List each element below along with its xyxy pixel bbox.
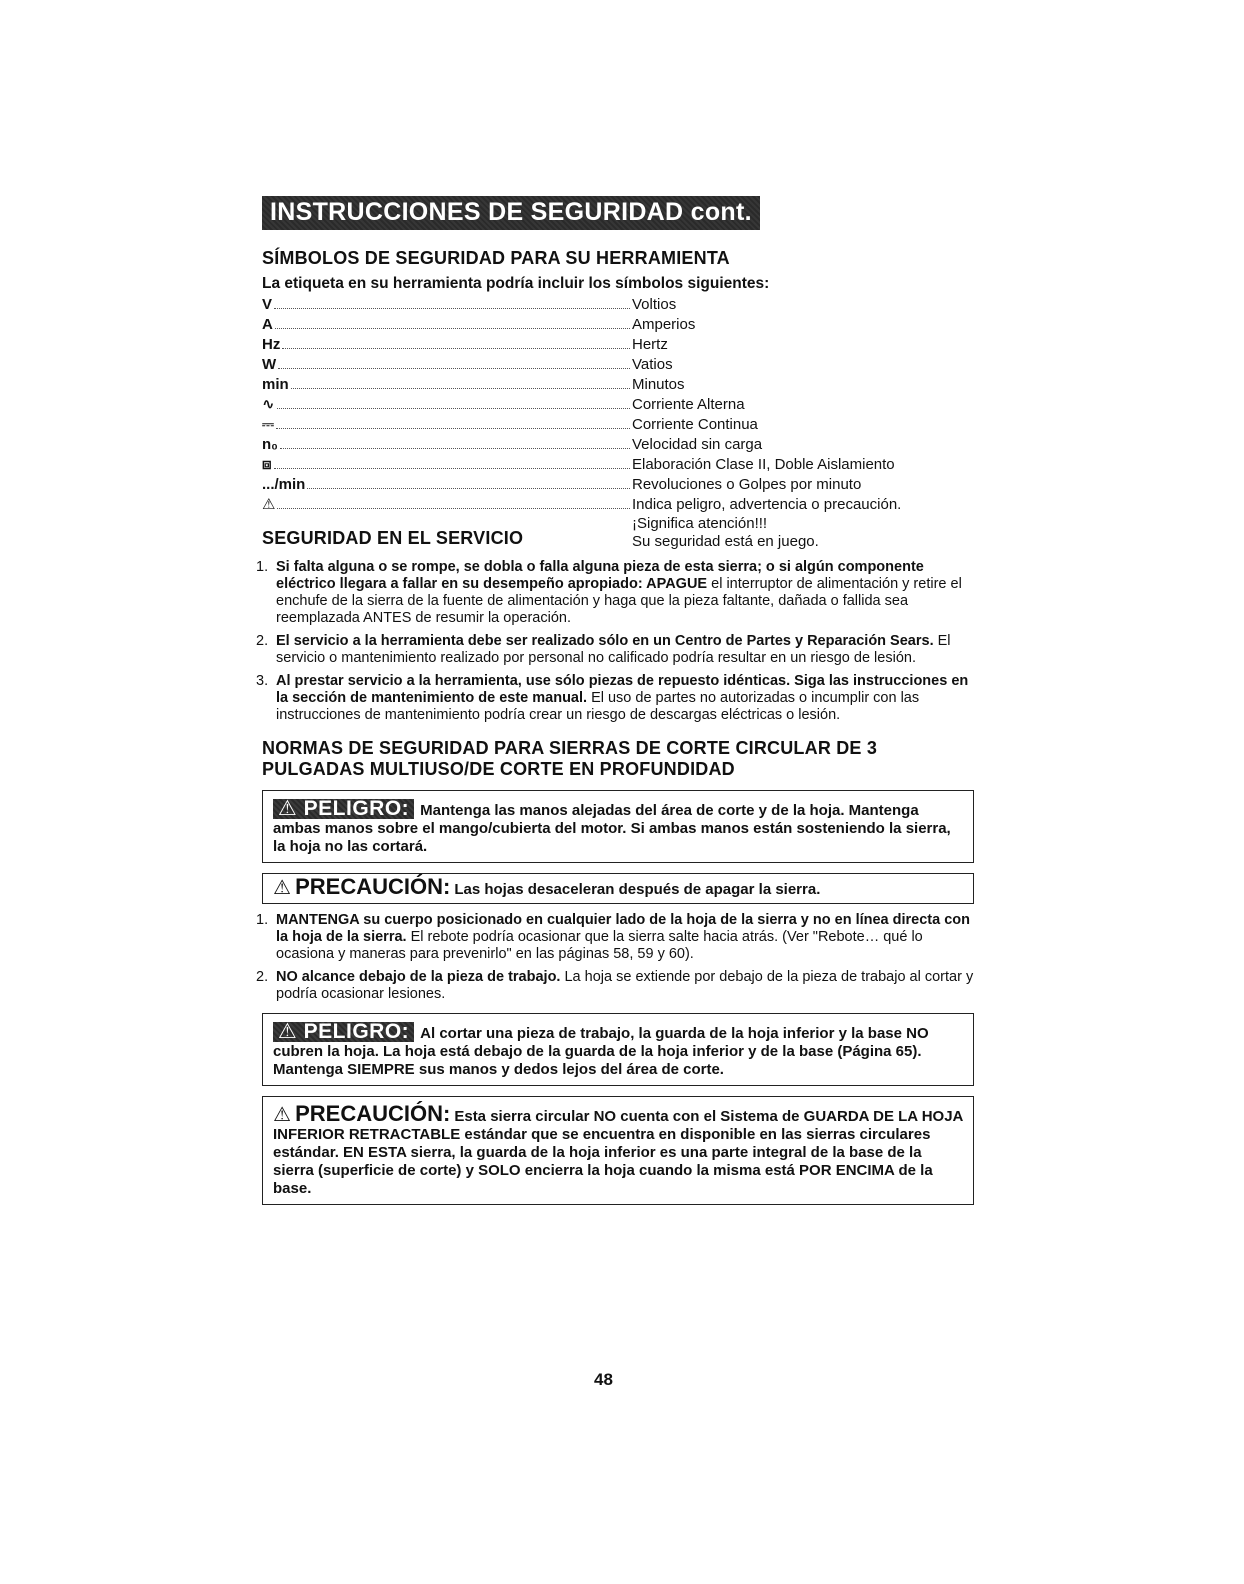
service-heading-row [262,515,974,555]
page-number: 48 [594,1370,613,1389]
dot-leader [282,347,630,349]
dot-leader [278,367,630,369]
symbol-code: ⚠ [262,496,276,513]
symbol-description: Minutos [632,376,685,393]
symbol-row [262,475,974,495]
section-banner: INSTRUCCIONES DE SEGURIDAD cont. [262,196,760,230]
symbol-code: min [262,376,289,393]
danger-box-2 [262,1013,974,1086]
symbol-code: ∿ [262,396,275,413]
dot-leader [277,407,630,409]
symbol-code: n₀ [262,436,278,453]
symbol-code: ⎓ [262,416,274,433]
symbol-code: .../min [262,476,306,493]
list-item: 1. Si falta alguna o se rompe, se dobla o falla alguna pieza de esta sierra; o si algún componente eléctrico llegara a fallar en su desempeño apropiado: APAGUE el interruptor de alimentación y retire el enchufe de la sierra de la fuente de alimentación y haga que la pieza faltante, dañada o fallida sea reemplazada ANTES de resumir la operación. [256,559,962,626]
list-item: 2. El servicio a la herramienta debe ser realizado sólo en un Centro de Partes y Reparación Sears. El servicio o mantenimiento realizado por personal no calificado podría resultar en un riesgo de lesión. [256,633,951,666]
warning-triangle-icon: ⚠ [273,877,291,899]
dot-leader [280,447,630,449]
symbol-description: Hertz [632,336,668,353]
danger-tag: ⚠ PELIGRO: [273,799,414,819]
dot-leader [277,507,630,509]
dot-leader [307,487,630,489]
symbols-extra-line-2: Su seguridad está en juego. [632,533,819,550]
symbol-row [262,455,974,475]
dot-leader [274,467,630,469]
symbol-row [262,315,974,335]
symbol-row [262,495,974,515]
symbol-code: ⧈ [262,456,272,473]
list-item: 1. MANTENGA su cuerpo posicionado en cualquier lado de la hoja de la sierra y no en línea directa con la hoja de la sierra. El rebote podría ocasionar que la sierra salte hacia atrás. (Ver "Rebote… qué lo ocasiona y maneras para prevenirlo" en las páginas 58, 59 y 60). [256,912,971,962]
symbol-row [262,415,974,435]
service-list [256,559,974,724]
symbols-extra [632,515,974,551]
norms-heading: NORMAS DE SEGURIDAD PARA SIERRAS DE CORTE CIRCULAR DE 3 PULGADAS MULTIUSO/DE CORTE EN PROFUNDIDAD [262,738,878,779]
symbol-description: Corriente Continua [632,416,758,433]
dot-leader [276,427,630,429]
symbol-description: Amperios [632,316,696,333]
symbols-intro: La etiqueta en su herramienta podría incluir los símbolos siguientes: [262,275,770,292]
dot-leader [274,307,630,309]
danger-text: Al cortar una pieza de trabajo, la guarda de la hoja inferior y la base NO cubren la hoja. La hoja está debajo de la guarda de la hoja inferior y de la base (Página 65). Mantenga SIEMPRE sus manos y dedos lejos del área de corte. [273,1025,929,1078]
danger-tag: ⚠ PELIGRO: [273,1022,414,1042]
symbol-code: Hz [262,336,281,353]
symbol-code: W [262,356,277,373]
symbols-list [262,295,974,515]
caution-text: Las hojas desaceleran después de apagar la sierra. [454,881,821,898]
symbol-row [262,355,974,375]
symbol-description: Corriente Alterna [632,396,745,413]
service-heading: SEGURIDAD EN EL SERVICIO [262,528,524,548]
caution-text: Esta sierra circular NO cuenta con el Sistema de GUARDA DE LA HOJA INFERIOR RETRACTABLE estándar que se encuentra en disponible en las sierras circulares estándar. EN ESTA sierra, la guarda de la hoja inferior es una parte integral de la base de la sierra (superficie de corte) y SOLO encierra la hoja cuando la misma está POR ENCIMA de la base. [273,1108,963,1197]
dot-leader [291,387,630,389]
list-item: 2. NO alcance debajo de la pieza de trabajo. La hoja se extiende por debajo de la pieza de trabajo al cortar y podría ocasionar lesiones. [256,969,974,1002]
symbols-heading: SÍMBOLOS DE SEGURIDAD PARA SU HERRAMIENTA [262,248,730,268]
symbol-row [262,435,974,455]
symbol-row [262,395,974,415]
warning-triangle-icon: ⚠ [273,1104,291,1126]
caution-box-1 [262,873,974,904]
caution-word: PRECAUCIÓN: [295,1101,451,1126]
symbol-description: Voltios [632,296,677,313]
symbol-description: Elaboración Clase II, Doble Aislamiento [632,456,895,473]
dot-leader [275,327,630,329]
symbols-extra-line-1: ¡Significa atención!!! [632,515,768,532]
symbol-code: A [262,316,273,333]
symbol-row [262,375,974,395]
symbol-description: Velocidad sin carga [632,436,763,453]
caution-box-2 [262,1096,974,1205]
symbol-description: Vatios [632,356,673,373]
symbol-row [262,295,974,315]
symbol-description: Revoluciones o Golpes por minuto [632,476,862,493]
symbol-description: Indica peligro, advertencia o precaución. [632,496,902,513]
list-item: 3. Al prestar servicio a la herramienta, use sólo piezas de repuesto idénticas. Siga las instrucciones en la sección de mantenimiento de este manual. El uso de partes no autorizadas o incumplir con las instrucciones de mantenimiento podría crear un riesgo de descargas eléctricas o lesión. [256,673,969,723]
danger-box-1 [262,790,974,863]
danger-text: Mantenga las manos alejadas del área de corte y de la hoja. Mantenga ambas manos sobre el mango/cubierta del motor. Si ambas manos están sosteniendo la sierra, la hoja no las cortará. [273,802,951,855]
caution-word: PRECAUCIÓN: [295,874,451,899]
symbol-code: V [262,296,273,313]
page-content [256,196,974,1213]
norms-list [256,912,974,1003]
symbol-row [262,335,974,355]
